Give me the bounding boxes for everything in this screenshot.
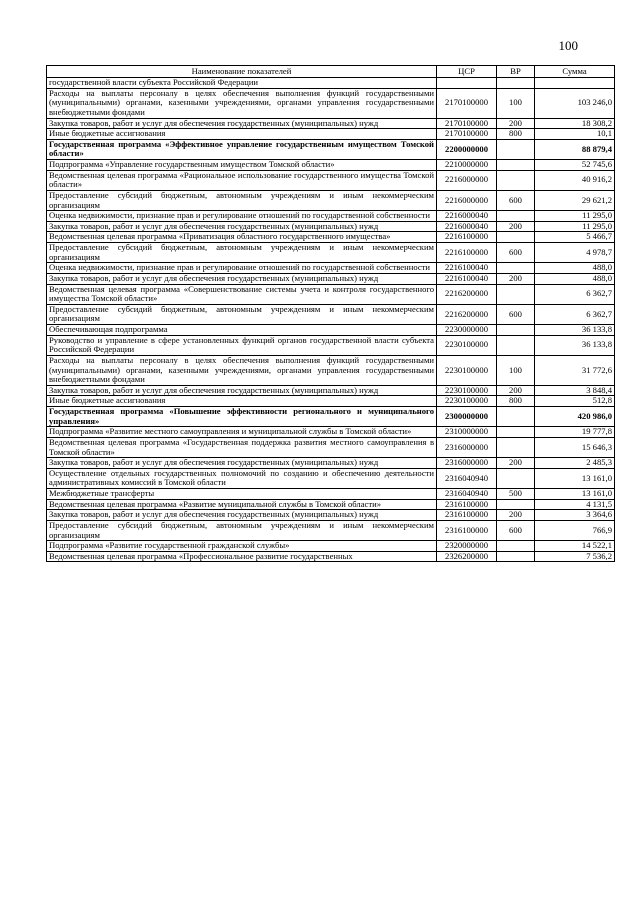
row-csr-cell: 2170100000 <box>437 129 497 140</box>
row-sum-cell: 13 161,0 <box>535 468 615 488</box>
table-row <box>47 118 615 129</box>
table-row <box>47 273 615 284</box>
table-row <box>47 541 615 552</box>
table-row <box>47 160 615 171</box>
row-vr-cell: 600 <box>497 243 535 263</box>
row-vr-cell <box>497 170 535 190</box>
table-row <box>47 437 615 457</box>
row-vr-cell: 600 <box>497 520 535 540</box>
row-vr-cell <box>497 263 535 274</box>
row-sum-cell: 52 745,6 <box>535 160 615 171</box>
row-name-cell: Подпрограмма «Управление государственным имуществом Томской области» <box>47 160 437 171</box>
row-sum-cell: 36 133,8 <box>535 325 615 336</box>
row-vr-cell: 500 <box>497 489 535 500</box>
table-row <box>47 211 615 222</box>
row-vr-cell: 200 <box>497 385 535 396</box>
row-vr-cell <box>497 211 535 222</box>
row-name-cell: Ведомственная целевая программа «Профессиональное развитие государственных <box>47 551 437 562</box>
row-csr-cell: 2316040940 <box>437 468 497 488</box>
row-sum-cell: 15 646,3 <box>535 437 615 457</box>
row-name-cell: Государственная программа «Повышение эффективности регионального и муниципального управления» <box>47 407 437 427</box>
row-csr-cell: 2320000000 <box>437 541 497 552</box>
row-sum-cell: 488,0 <box>535 263 615 274</box>
table-row <box>47 243 615 263</box>
row-sum-cell: 11 295,0 <box>535 211 615 222</box>
row-csr-cell: 2216100040 <box>437 263 497 274</box>
table-body <box>47 78 615 562</box>
row-vr-cell: 200 <box>497 458 535 469</box>
row-csr-cell <box>437 78 497 89</box>
row-name-cell: Ведомственная целевая программа «Государственная поддержка развития местного самоуправления в Томской области» <box>47 437 437 457</box>
row-csr-cell: 2316100000 <box>437 499 497 510</box>
table-row <box>47 325 615 336</box>
row-csr-cell: 2200000000 <box>437 139 497 159</box>
table-row <box>47 170 615 190</box>
row-vr-cell <box>497 427 535 438</box>
row-name-cell: Предоставление субсидий бюджетным, автономным учреждениям и иным некоммерческим организациям <box>47 243 437 263</box>
row-sum-cell <box>535 78 615 89</box>
row-name-cell: Межбюджетные трансферты <box>47 489 437 500</box>
table-header-row <box>47 66 615 78</box>
row-sum-cell: 5 466,7 <box>535 232 615 243</box>
row-name-cell: Закупка товаров, работ и услуг для обеспечения государственных (муниципальных) нужд <box>47 510 437 521</box>
table-row <box>47 551 615 562</box>
row-name-cell: Государственная программа «Эффективное управление государственным имуществом Томской области» <box>47 139 437 159</box>
page-number: 100 <box>558 38 578 53</box>
row-sum-cell: 488,0 <box>535 273 615 284</box>
row-name-cell: Подпрограмма «Развитие государственной гражданской службы» <box>47 541 437 552</box>
row-name-cell: Оценка недвижимости, признание прав и регулирование отношений по государственной собственности <box>47 263 437 274</box>
row-csr-cell: 2230100000 <box>437 396 497 407</box>
row-name-cell: Закупка товаров, работ и услуг для обеспечения государственных (муниципальных) нужд <box>47 273 437 284</box>
header-csr: ЦСР <box>437 66 497 78</box>
row-name-cell: Подпрограмма «Развитие местного самоуправления и муниципальной службы в Томской области» <box>47 427 437 438</box>
row-vr-cell: 200 <box>497 273 535 284</box>
row-sum-cell: 11 295,0 <box>535 221 615 232</box>
table-row <box>47 88 615 118</box>
row-sum-cell: 4 978,7 <box>535 243 615 263</box>
row-vr-cell: 100 <box>497 88 535 118</box>
row-name-cell: Закупка товаров, работ и услуг для обеспечения государственных (муниципальных) нужд <box>47 118 437 129</box>
row-sum-cell: 3 364,6 <box>535 510 615 521</box>
table-row <box>47 520 615 540</box>
table-row <box>47 385 615 396</box>
table-row <box>47 78 615 89</box>
row-vr-cell: 200 <box>497 118 535 129</box>
row-csr-cell: 2300000000 <box>437 407 497 427</box>
row-vr-cell <box>497 468 535 488</box>
table-row <box>47 510 615 521</box>
row-sum-cell: 31 772,6 <box>535 355 615 385</box>
row-csr-cell: 2216100000 <box>437 243 497 263</box>
row-csr-cell: 2316000000 <box>437 437 497 457</box>
row-name-cell: Обеспечивающая подпрограмма <box>47 325 437 336</box>
table-row <box>47 468 615 488</box>
row-vr-cell <box>497 335 535 355</box>
row-vr-cell: 800 <box>497 129 535 140</box>
row-name-cell: Ведомственная целевая программа «Совершенствование системы учета и контроля государственного имущества Томской области» <box>47 284 437 304</box>
row-sum-cell: 29 621,2 <box>535 190 615 210</box>
row-sum-cell: 512,8 <box>535 396 615 407</box>
table-row <box>47 304 615 324</box>
row-vr-cell <box>497 232 535 243</box>
table-row <box>47 139 615 159</box>
row-vr-cell <box>497 284 535 304</box>
table-row <box>47 284 615 304</box>
row-sum-cell: 4 131,5 <box>535 499 615 510</box>
row-sum-cell: 103 246,0 <box>535 88 615 118</box>
row-vr-cell <box>497 160 535 171</box>
table-row <box>47 355 615 385</box>
table-row <box>47 489 615 500</box>
row-csr-cell: 2316000000 <box>437 458 497 469</box>
row-sum-cell: 3 848,4 <box>535 385 615 396</box>
table-row <box>47 232 615 243</box>
row-sum-cell: 13 161,0 <box>535 489 615 500</box>
row-name-cell: Осуществление отдельных государственных полномочий по созданию и обеспечению деятельности административных комиссий в Томской области <box>47 468 437 488</box>
row-csr-cell: 2230100000 <box>437 385 497 396</box>
row-name-cell: Закупка товаров, работ и услуг для обеспечения государственных (муниципальных) нужд <box>47 458 437 469</box>
header-vr: ВР <box>497 66 535 78</box>
row-csr-cell: 2316100000 <box>437 520 497 540</box>
row-sum-cell: 2 485,3 <box>535 458 615 469</box>
row-vr-cell <box>497 325 535 336</box>
table-row <box>47 499 615 510</box>
row-vr-cell: 800 <box>497 396 535 407</box>
row-csr-cell: 2230000000 <box>437 325 497 336</box>
row-name-cell: Оценка недвижимости, признание прав и регулирование отношений по государственной собственности <box>47 211 437 222</box>
row-vr-cell: 200 <box>497 510 535 521</box>
row-csr-cell: 2216200000 <box>437 304 497 324</box>
budget-table <box>46 65 615 562</box>
row-csr-cell: 2216000000 <box>437 190 497 210</box>
row-name-cell: Ведомственная целевая программа «Рациональное использование государственного имущества Томской области» <box>47 170 437 190</box>
row-name-cell: Закупка товаров, работ и услуг для обеспечения государственных (муниципальных) нужд <box>47 385 437 396</box>
row-name-cell: Предоставление субсидий бюджетным, автономным учреждениям и иным некоммерческим организациям <box>47 520 437 540</box>
row-sum-cell: 6 362,7 <box>535 304 615 324</box>
row-csr-cell: 2230100000 <box>437 355 497 385</box>
row-vr-cell <box>497 78 535 89</box>
row-csr-cell: 2210000000 <box>437 160 497 171</box>
row-vr-cell: 600 <box>497 190 535 210</box>
row-sum-cell: 88 879,4 <box>535 139 615 159</box>
row-name-cell: Расходы на выплаты персоналу в целях обеспечения выполнения функций государственными (муниципальными) органами, казенными учреждениями, органами управления государственными внебюджетными фондами <box>47 355 437 385</box>
row-vr-cell <box>497 541 535 552</box>
row-csr-cell: 2230100000 <box>437 335 497 355</box>
row-csr-cell: 2170100000 <box>437 118 497 129</box>
row-csr-cell: 2310000000 <box>437 427 497 438</box>
table-row <box>47 396 615 407</box>
row-vr-cell: 100 <box>497 355 535 385</box>
table-row <box>47 263 615 274</box>
row-csr-cell: 2216100000 <box>437 232 497 243</box>
row-vr-cell <box>497 499 535 510</box>
row-csr-cell: 2170100000 <box>437 88 497 118</box>
row-sum-cell: 18 308,2 <box>535 118 615 129</box>
row-vr-cell <box>497 551 535 562</box>
row-name-cell: Иные бюджетные ассигнования <box>47 396 437 407</box>
table-row <box>47 190 615 210</box>
row-vr-cell: 600 <box>497 304 535 324</box>
row-sum-cell: 420 986,0 <box>535 407 615 427</box>
row-csr-cell: 2216200000 <box>437 284 497 304</box>
row-csr-cell: 2216000040 <box>437 211 497 222</box>
row-name-cell: государственной власти субъекта Российской Федерации <box>47 78 437 89</box>
row-vr-cell <box>497 437 535 457</box>
row-name-cell: Руководство и управление в сфере установленных функций органов государственной власти субъекта Российской Федерации <box>47 335 437 355</box>
row-sum-cell: 36 133,8 <box>535 335 615 355</box>
row-sum-cell: 7 536,2 <box>535 551 615 562</box>
row-sum-cell: 19 777,8 <box>535 427 615 438</box>
row-csr-cell: 2216100040 <box>437 273 497 284</box>
row-csr-cell: 2216000040 <box>437 221 497 232</box>
table-row <box>47 407 615 427</box>
row-csr-cell: 2326200000 <box>437 551 497 562</box>
row-sum-cell: 14 522,1 <box>535 541 615 552</box>
table-row <box>47 458 615 469</box>
row-csr-cell: 2316100000 <box>437 510 497 521</box>
row-csr-cell: 2216000000 <box>437 170 497 190</box>
row-name-cell: Предоставление субсидий бюджетным, автономным учреждениям и иным некоммерческим организациям <box>47 190 437 210</box>
row-sum-cell: 10,1 <box>535 129 615 140</box>
table-row <box>47 221 615 232</box>
row-name-cell: Ведомственная целевая программа «Приватизация областного государственного имущества» <box>47 232 437 243</box>
row-sum-cell: 40 916,2 <box>535 170 615 190</box>
row-sum-cell: 6 362,7 <box>535 284 615 304</box>
header-sum: Сумма <box>535 66 615 78</box>
table-row <box>47 129 615 140</box>
row-name-cell: Предоставление субсидий бюджетным, автономным учреждениям и иным некоммерческим организациям <box>47 304 437 324</box>
row-name-cell: Иные бюджетные ассигнования <box>47 129 437 140</box>
row-vr-cell <box>497 139 535 159</box>
row-csr-cell: 2316040940 <box>437 489 497 500</box>
row-vr-cell: 200 <box>497 221 535 232</box>
table-row <box>47 427 615 438</box>
row-name-cell: Закупка товаров, работ и услуг для обеспечения государственных (муниципальных) нужд <box>47 221 437 232</box>
row-name-cell: Ведомственная целевая программа «Развитие муниципальной службы в Томской области» <box>47 499 437 510</box>
table-row <box>47 335 615 355</box>
row-vr-cell <box>497 407 535 427</box>
row-name-cell: Расходы на выплаты персоналу в целях обеспечения выполнения функций государственными (муниципальными) органами, казенными учреждениями, органами управления государственными внебюджетными фондами <box>47 88 437 118</box>
header-name: Наименование показателей <box>47 66 437 78</box>
row-sum-cell: 766,9 <box>535 520 615 540</box>
